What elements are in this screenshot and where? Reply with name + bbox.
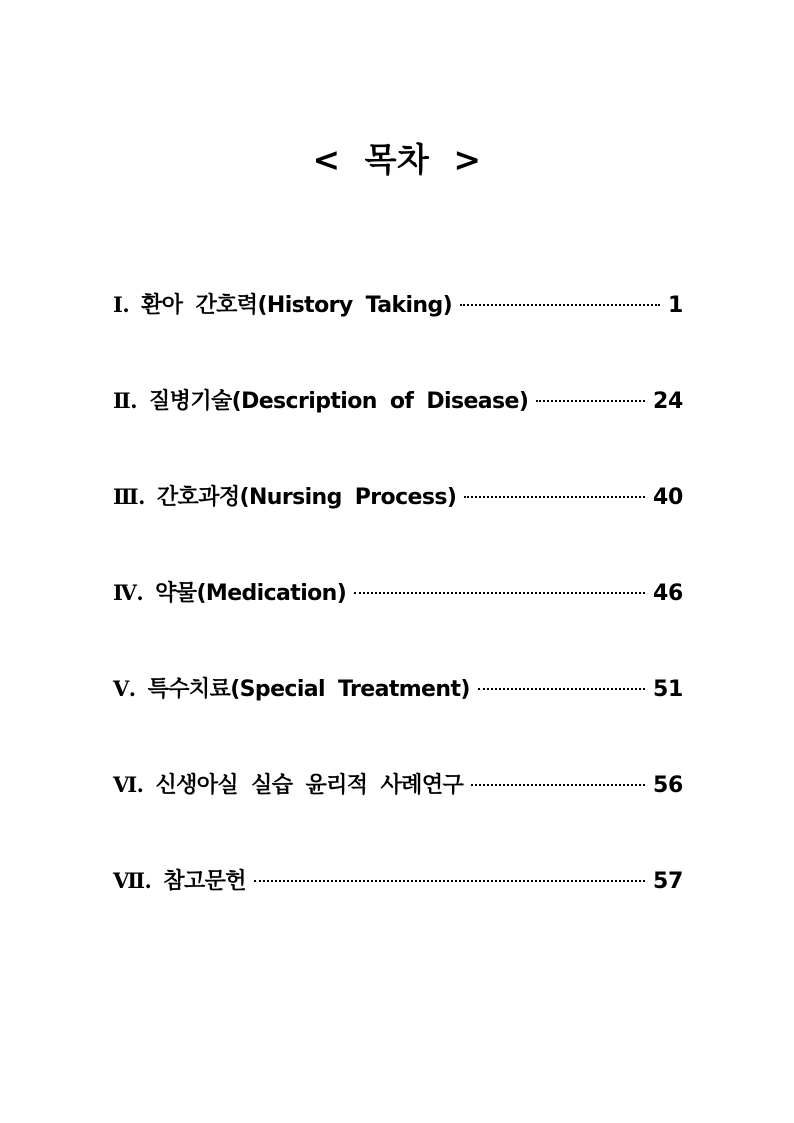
dot-leader — [354, 592, 645, 594]
dot-leader — [460, 304, 660, 306]
toc-entry-number: Ⅲ. — [113, 484, 145, 509]
toc-entry-number: Ⅶ. — [113, 868, 152, 893]
toc-entry-title: 질병기술(Description of Disease) — [149, 389, 529, 414]
toc-entry-page: 1 — [667, 293, 683, 318]
toc-entry-page: 56 — [652, 773, 683, 798]
toc-entry — [113, 576, 683, 672]
toc-entry-page: 46 — [652, 581, 683, 606]
toc-entry-number: Ⅱ. — [113, 388, 138, 413]
table-of-contents — [113, 288, 683, 960]
dot-leader — [471, 784, 645, 786]
dot-leader — [254, 880, 645, 882]
toc-entry-title: 환아 간호력(History Taking) — [141, 293, 453, 318]
toc-entry-number: Ⅵ. — [113, 772, 144, 797]
toc-entry-title: 간호과정(Nursing Process) — [156, 485, 457, 510]
toc-entry — [113, 672, 683, 768]
dot-leader — [536, 400, 645, 402]
toc-entry-number: Ⅳ. — [113, 580, 144, 605]
dot-leader — [464, 496, 645, 498]
toc-entry-title: 특수치료(Special Treatment) — [147, 677, 470, 702]
toc-entry-number: Ⅰ. — [113, 292, 130, 317]
toc-entry — [113, 480, 683, 576]
toc-entry-page: 57 — [652, 869, 683, 894]
toc-entry-page: 24 — [652, 389, 683, 414]
toc-entry — [113, 384, 683, 480]
toc-entry-title: 참고문헌 — [163, 869, 246, 894]
dot-leader — [478, 688, 645, 690]
toc-entry-number: Ⅴ. — [113, 676, 136, 701]
toc-entry-title: 신생아실 실습 윤리적 사례연구 — [155, 773, 464, 798]
toc-entry — [113, 864, 683, 960]
toc-entry — [113, 288, 683, 384]
toc-entry-page: 51 — [652, 677, 683, 702]
page-title: < 목차 > — [312, 140, 482, 179]
toc-entry-title: 약물(Medication) — [155, 581, 347, 606]
toc-entry — [113, 768, 683, 864]
toc-entry-page: 40 — [652, 485, 683, 510]
